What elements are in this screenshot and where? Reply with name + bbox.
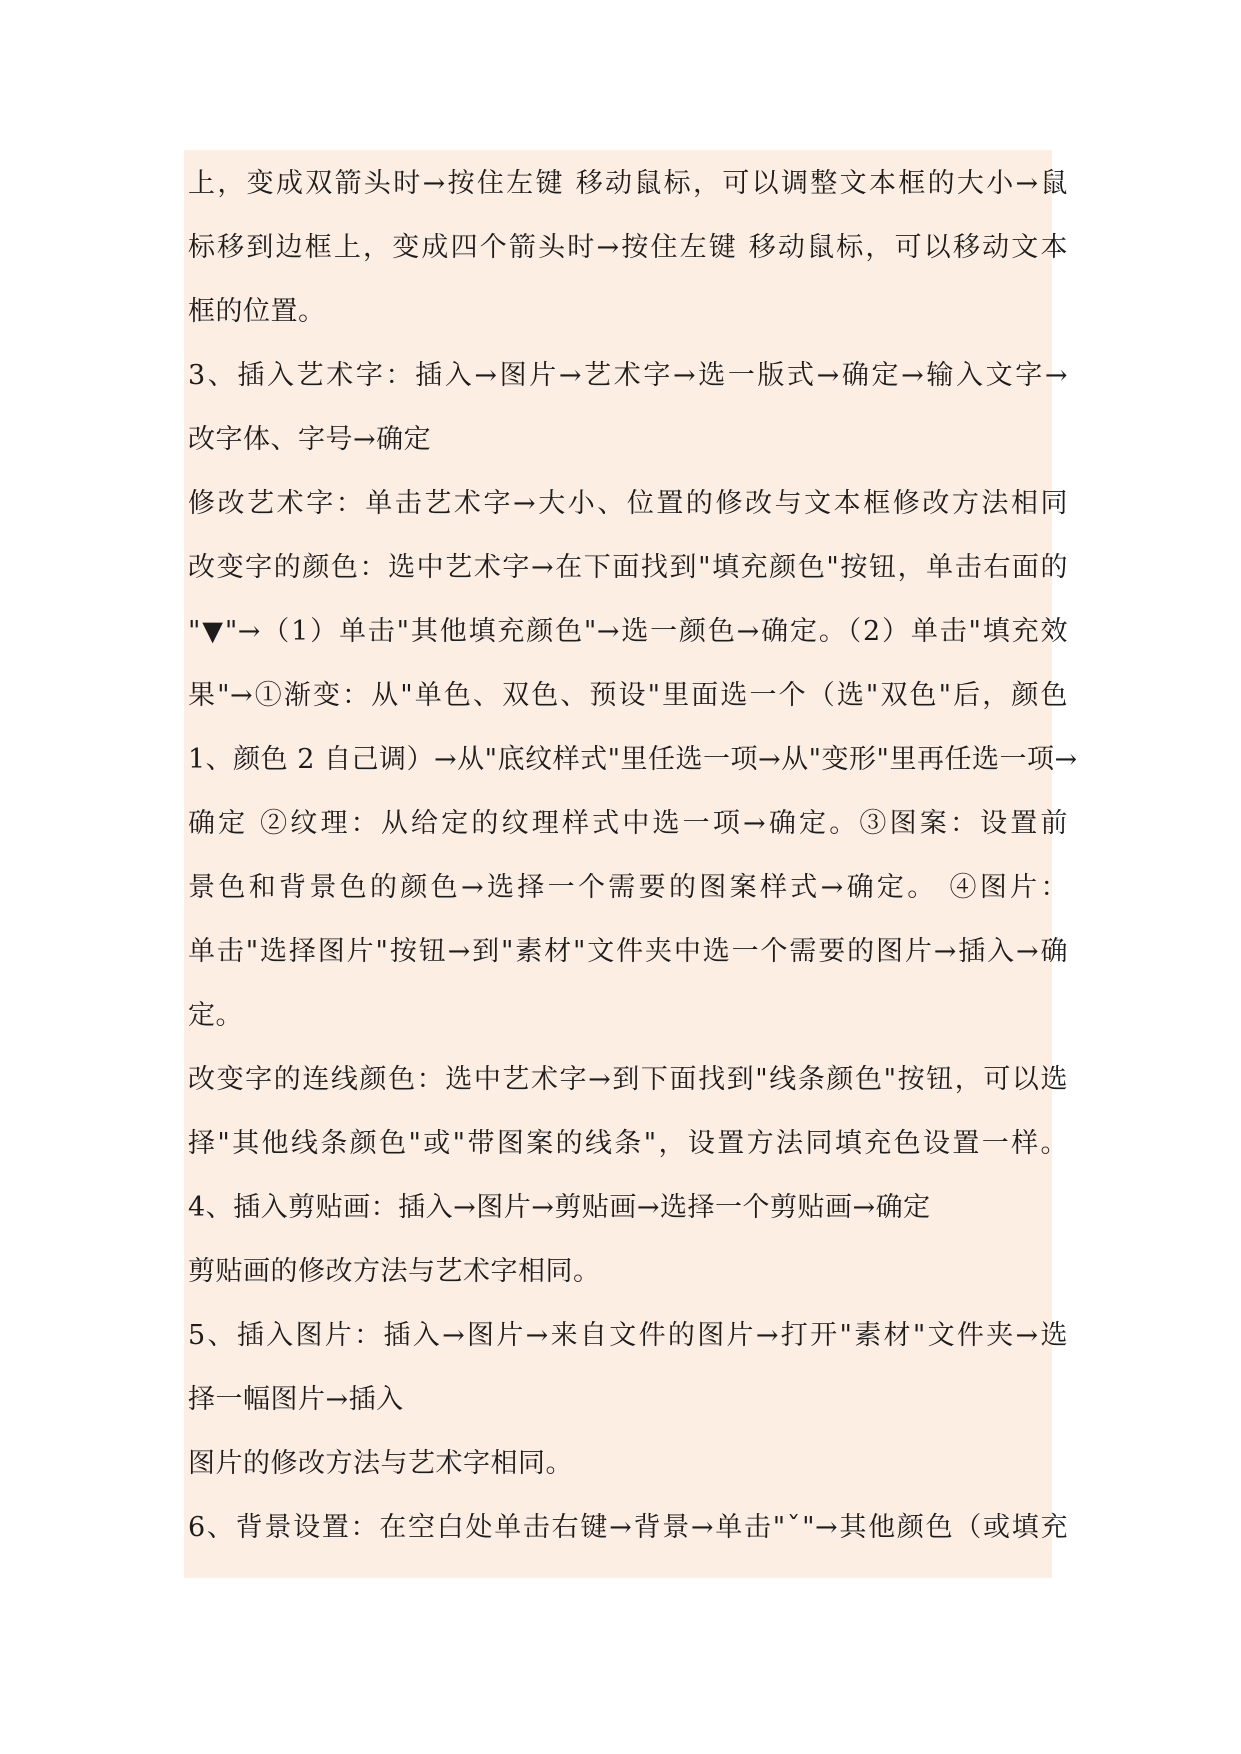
- text-line: 单击"选择图片"按钮→到"素材"文件夹中选一个需要的图片→插入→确: [188, 936, 1068, 967]
- text-line: 确定 ②纹理：从给定的纹理样式中选一项→确定。③图案：设置前: [188, 808, 1068, 839]
- text-line: 果"→①渐变：从"单色、双色、预设"里面选一个（选"双色"后，颜色: [188, 680, 1068, 711]
- text-line: 上，变成双箭头时→按住左键 移动鼠标，可以调整文本框的大小→鼠: [188, 168, 1068, 199]
- text-line: 定。: [188, 1000, 243, 1031]
- text-line: 3、插入艺术字：插入→图片→艺术字→选一版式→确定→输入文字→: [188, 360, 1068, 391]
- text-line: 6、背景设置：在空白处单击右键→背景→单击"ˇ"→其他颜色（或填充: [188, 1512, 1068, 1543]
- text-line: 框的位置。: [188, 296, 326, 327]
- text-line: 5、插入图片：插入→图片→来自文件的图片→打开"素材"文件夹→选: [188, 1320, 1068, 1351]
- text-line: 修改艺术字：单击艺术字→大小、位置的修改与文本框修改方法相同: [188, 488, 1068, 519]
- text-line: 4、插入剪贴画：插入→图片→剪贴画→选择一个剪贴画→确定: [188, 1192, 931, 1223]
- text-line: 景色和背景色的颜色→选择一个需要的图案样式→确定。 ④图片：: [188, 872, 1068, 903]
- text-line: 剪贴画的修改方法与艺术字相同。: [188, 1256, 601, 1287]
- text-line: 改变字的颜色：选中艺术字→在下面找到"填充颜色"按钮，单击右面的: [188, 552, 1068, 583]
- text-line: 择"其他线条颜色"或"带图案的线条"，设置方法同填充色设置一样。: [188, 1128, 1068, 1159]
- text-line: 标移到边框上，变成四个箭头时→按住左键 移动鼠标，可以移动文本: [188, 232, 1068, 263]
- text-line: 改变字的连线颜色：选中艺术字→到下面找到"线条颜色"按钮，可以选: [188, 1064, 1068, 1095]
- text-line: 1、颜色 2 自己调）→从"底纹样式"里任选一项→从"变形"里再任选一项→: [188, 744, 1078, 775]
- text-line: 图片的修改方法与艺术字相同。: [188, 1448, 573, 1479]
- text-line: "▼"→（1）单击"其他填充颜色"→选一颜色→确定。（2）单击"填充效: [188, 616, 1068, 647]
- text-line: 择一幅图片→插入: [188, 1384, 404, 1415]
- text-line: 改字体、字号→确定: [188, 424, 432, 455]
